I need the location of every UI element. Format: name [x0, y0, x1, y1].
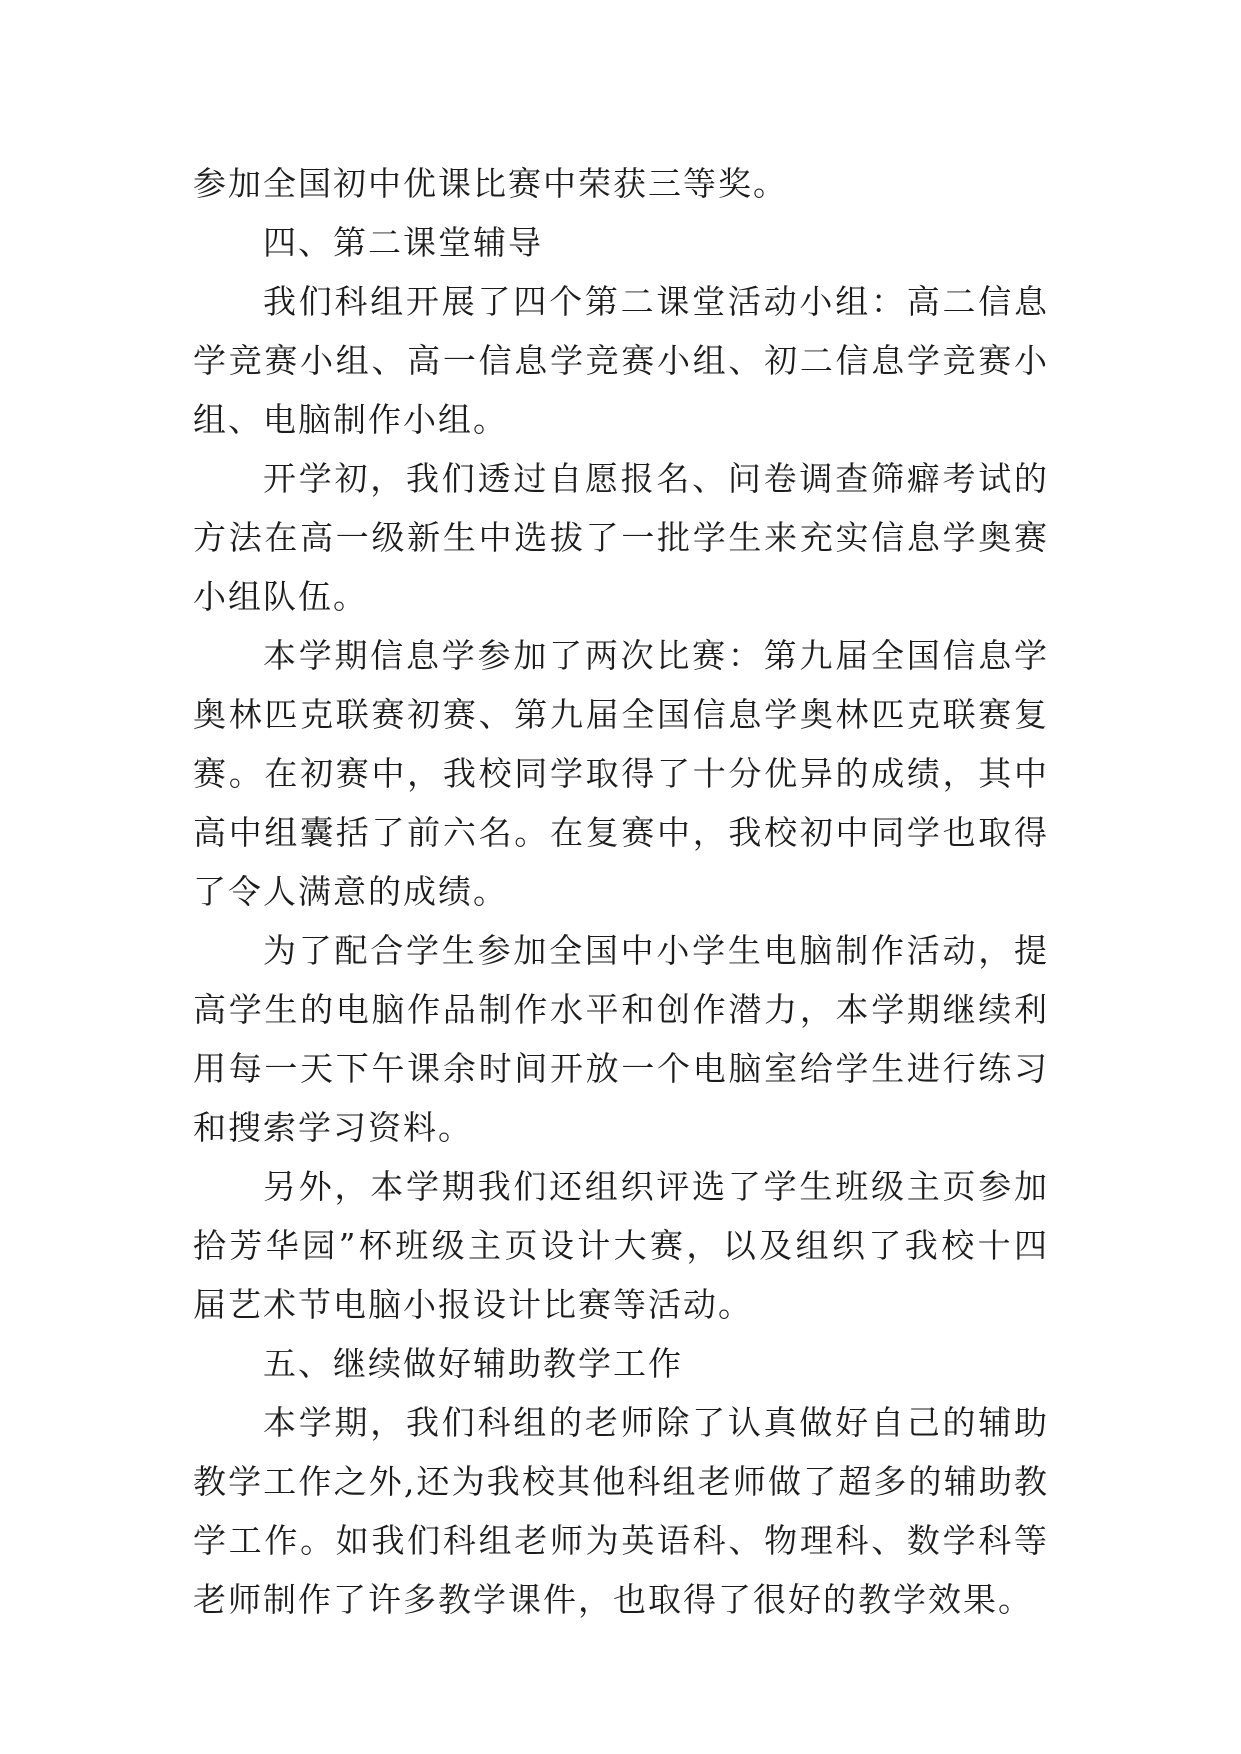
paragraph-continuation: 参加全国初中优课比赛中荣获三等奖。 — [193, 164, 788, 203]
paragraph-computer-production: 为了配合学生参加全国中小学生电脑制作活动，提高学生的电脑作品制作水平和创作潜力，本学期继续利用每一天下午课余时间开放一个电脑室给学生进行练习和搜索学习资料。 — [193, 931, 1049, 1147]
paragraph-other-activities: 另外，本学期我们还组织评选了学生班级主页参加拾芳华园”杯班级主页设计大赛，以及组织了我校十四届艺术节电脑小报设计比赛等活动。 — [193, 1167, 1049, 1324]
paragraph-teaching-support: 本学期，我们科组的老师除了认真做好自己的辅助教学工作之外,还为我校其他科组老师做了超多的辅助教学工作。如我们科组老师为英语科、物理科、数学科等老师制作了许多教学课件，也取得了很好的教学效果。 — [193, 1403, 1049, 1619]
section-heading-4: 四、第二课堂辅导 — [263, 223, 543, 262]
paragraph-competitions: 本学期信息学参加了两次比赛：第九届全国信息学奥林匹克联赛初赛、第九届全国信息学奥林匹克联赛复赛。在初赛中，我校同学取得了十分优异的成绩，其中高中组囊括了前六名。在复赛中，我校初中同学也取得了令人满意的成绩。 — [193, 636, 1049, 911]
document-body — [193, 154, 1049, 1629]
paragraph-activity-groups: 我们科组开展了四个第二课堂活动小组：高二信息学竞赛小组、高一信息学竞赛小组、初二信息学竞赛小组、电脑制作小组。 — [193, 282, 1049, 439]
section-heading-5: 五、继续做好辅助教学工作 — [263, 1344, 683, 1383]
paragraph-recruitment: 开学初，我们透过自愿报名、问卷调查筛癖考试的方法在高一级新生中选拔了一批学生来充实信息学奥赛小组队伍。 — [193, 459, 1049, 616]
